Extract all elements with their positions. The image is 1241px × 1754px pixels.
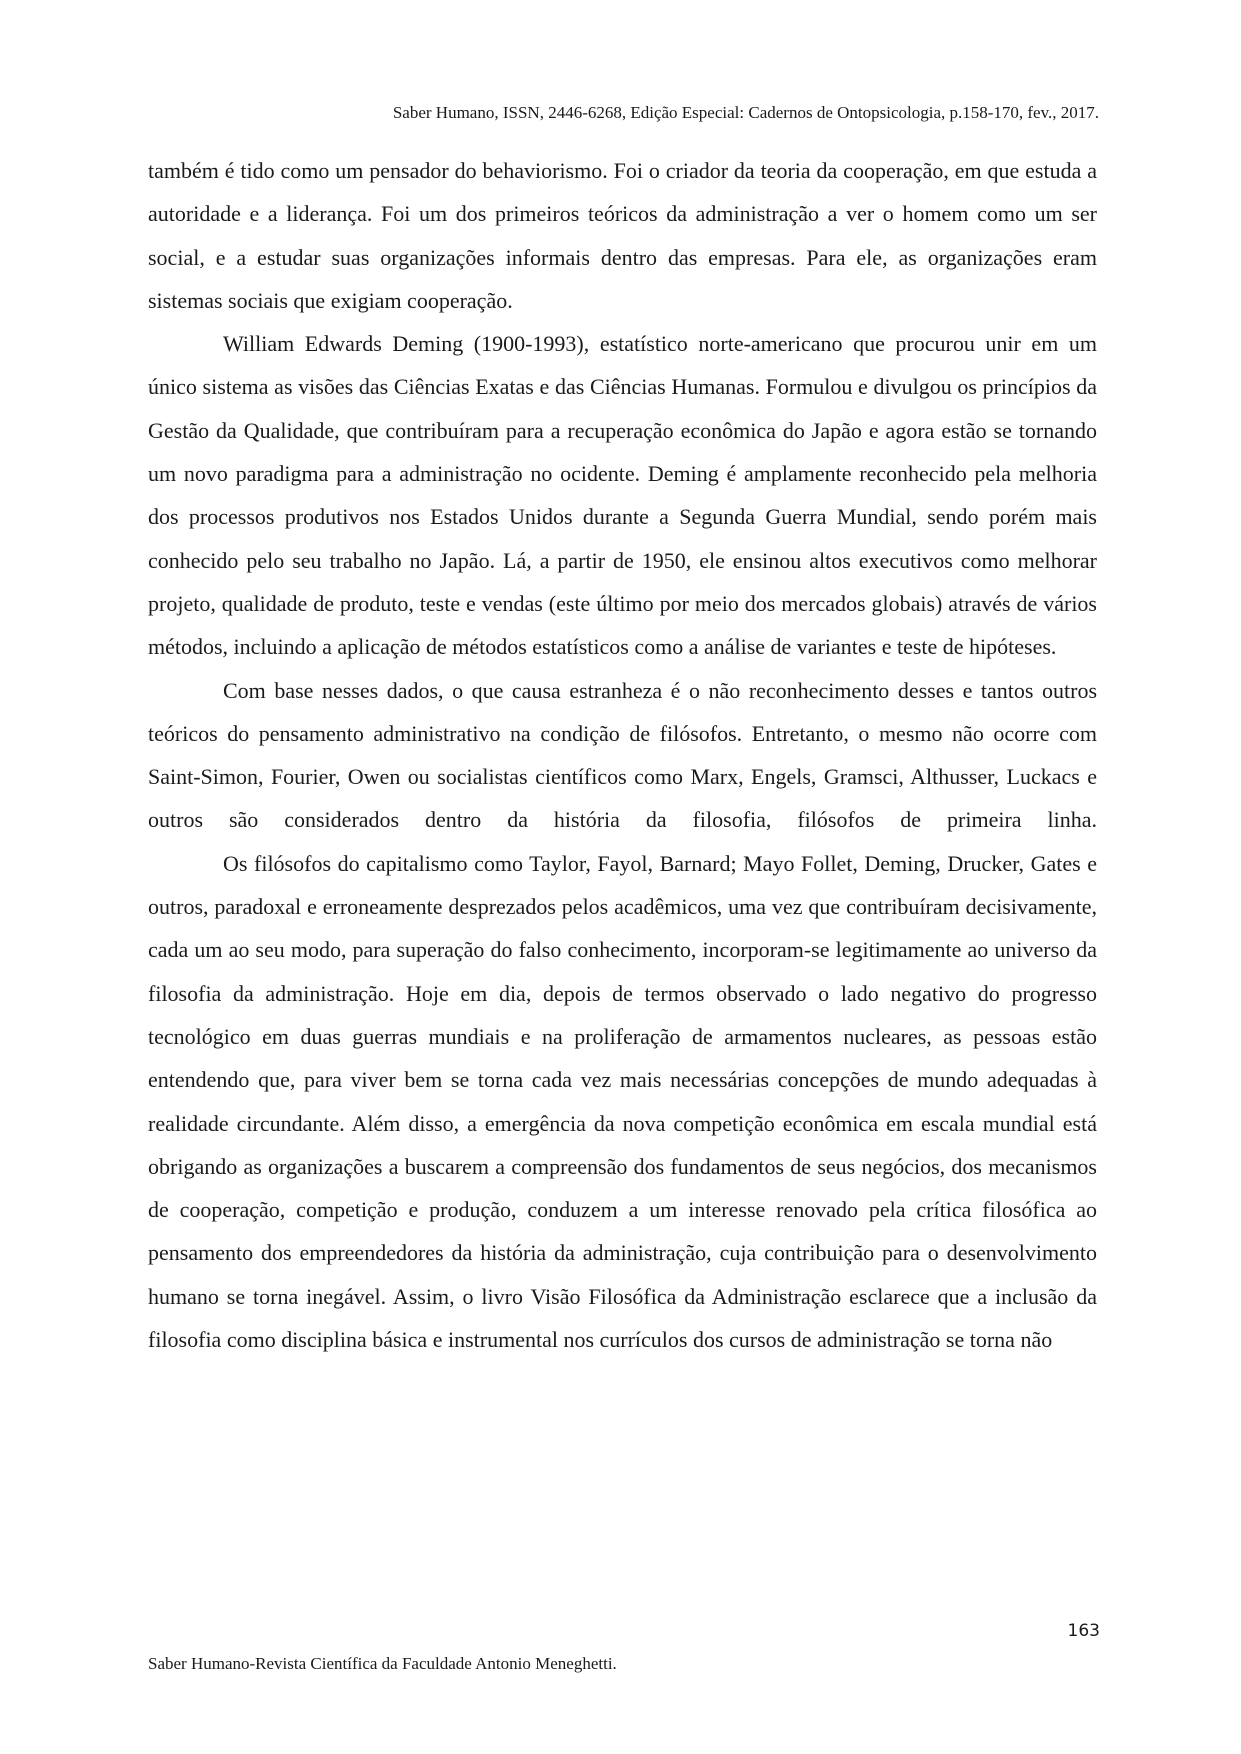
paragraph-barnard-continuation: também é tido como um pensador do behaviorismo. Foi o criador da teoria da cooperação, em que estuda a autoridade e a liderança. Foi um dos primeiros teóricos da administração a ver o homem como um ser social, e a estudar suas organizações informais dentro das empresas. Para ele, as organizações eram sistemas sociais que exigiam cooperação. bbox=[148, 158, 1097, 313]
paragraph-philosophers-recognition: Com base nesses dados, o que causa estranheza é o não reconhecimento desses e tantos outros teóricos do pensamento administrativo na condição de filósofos. Entretanto, o mesmo não ocorre com Saint-Simon, Fourier, Owen ou socialistas científicos como Marx, Engels, Gramsci, Althusser, Luckacs e outros são considerados dentro da história da filosofia, filósofos de primeira linha. bbox=[148, 677, 1097, 833]
journal-footer: Saber Humano-Revista Científica da Faculdade Antonio Meneghetti. bbox=[148, 1654, 617, 1673]
running-header: Saber Humano, ISSN, 2446-6268, Edição Especial: Cadernos de Ontopsicologia, p.158-170, fev., 2017. bbox=[392, 103, 1099, 122]
article-body bbox=[148, 149, 1097, 1361]
page-number: 163 bbox=[1067, 1621, 1100, 1641]
paragraph-capitalism-philosophers: Os filósofos do capitalismo como Taylor, Fayol, Barnard; Mayo Follet, Deming, Drucker, Gates e outros, paradoxal e erroneamente desprezados pelos acadêmicos, uma vez que contribuíram decisivamente, cada um ao seu modo, para superação do falso conhecimento, incorporam-se legitimamente ao universo da filosofia da administração. Hoje em dia, depois de termos observado o lado negativo do progresso tecnológico em duas guerras mundiais e na proliferação de armamentos nucleares, as pessoas estão entendendo que, para viver bem se torna cada vez mais necessárias concepções de mundo adequadas à realidade circundante. Além disso, a emergência da nova competição econômica em escala mundial está obrigando as organizações a buscarem a compreensão dos fundamentos de seus negócios, dos mecanismos de cooperação, competição e produção, conduzem a um interesse renovado pela crítica filosófica ao pensamento dos empreendedores da história da administração, cuja contribuição para o desenvolvimento humano se torna inegável. Assim, o livro Visão Filosófica da Administração esclarece que a inclusão da filosofia como disciplina básica e instrumental nos currículos dos cursos de administração se torna não bbox=[148, 850, 1097, 1353]
paragraph-deming: William Edwards Deming (1900-1993), estatístico norte-americano que procurou unir em um único sistema as visões das Ciências Exatas e das Ciências Humanas. Formulou e divulgou os princípios da Gestão da Qualidade, que contribuíram para a recuperação econômica do Japão e agora estão se tornando um novo paradigma para a administração no ocidente. Deming é amplamente reconhecido pela melhoria dos processos produtivos nos Estados Unidos durante a Segunda Guerra Mundial, sendo porém mais conhecido pelo seu trabalho no Japão. Lá, a partir de 1950, ele ensinou altos executivos como melhorar projeto, qualidade de produto, teste e vendas (este último por meio dos mercados globais) através de vários métodos, incluindo a aplicação de métodos estatísticos como a análise de variantes e teste de hipóteses. bbox=[148, 331, 1097, 660]
